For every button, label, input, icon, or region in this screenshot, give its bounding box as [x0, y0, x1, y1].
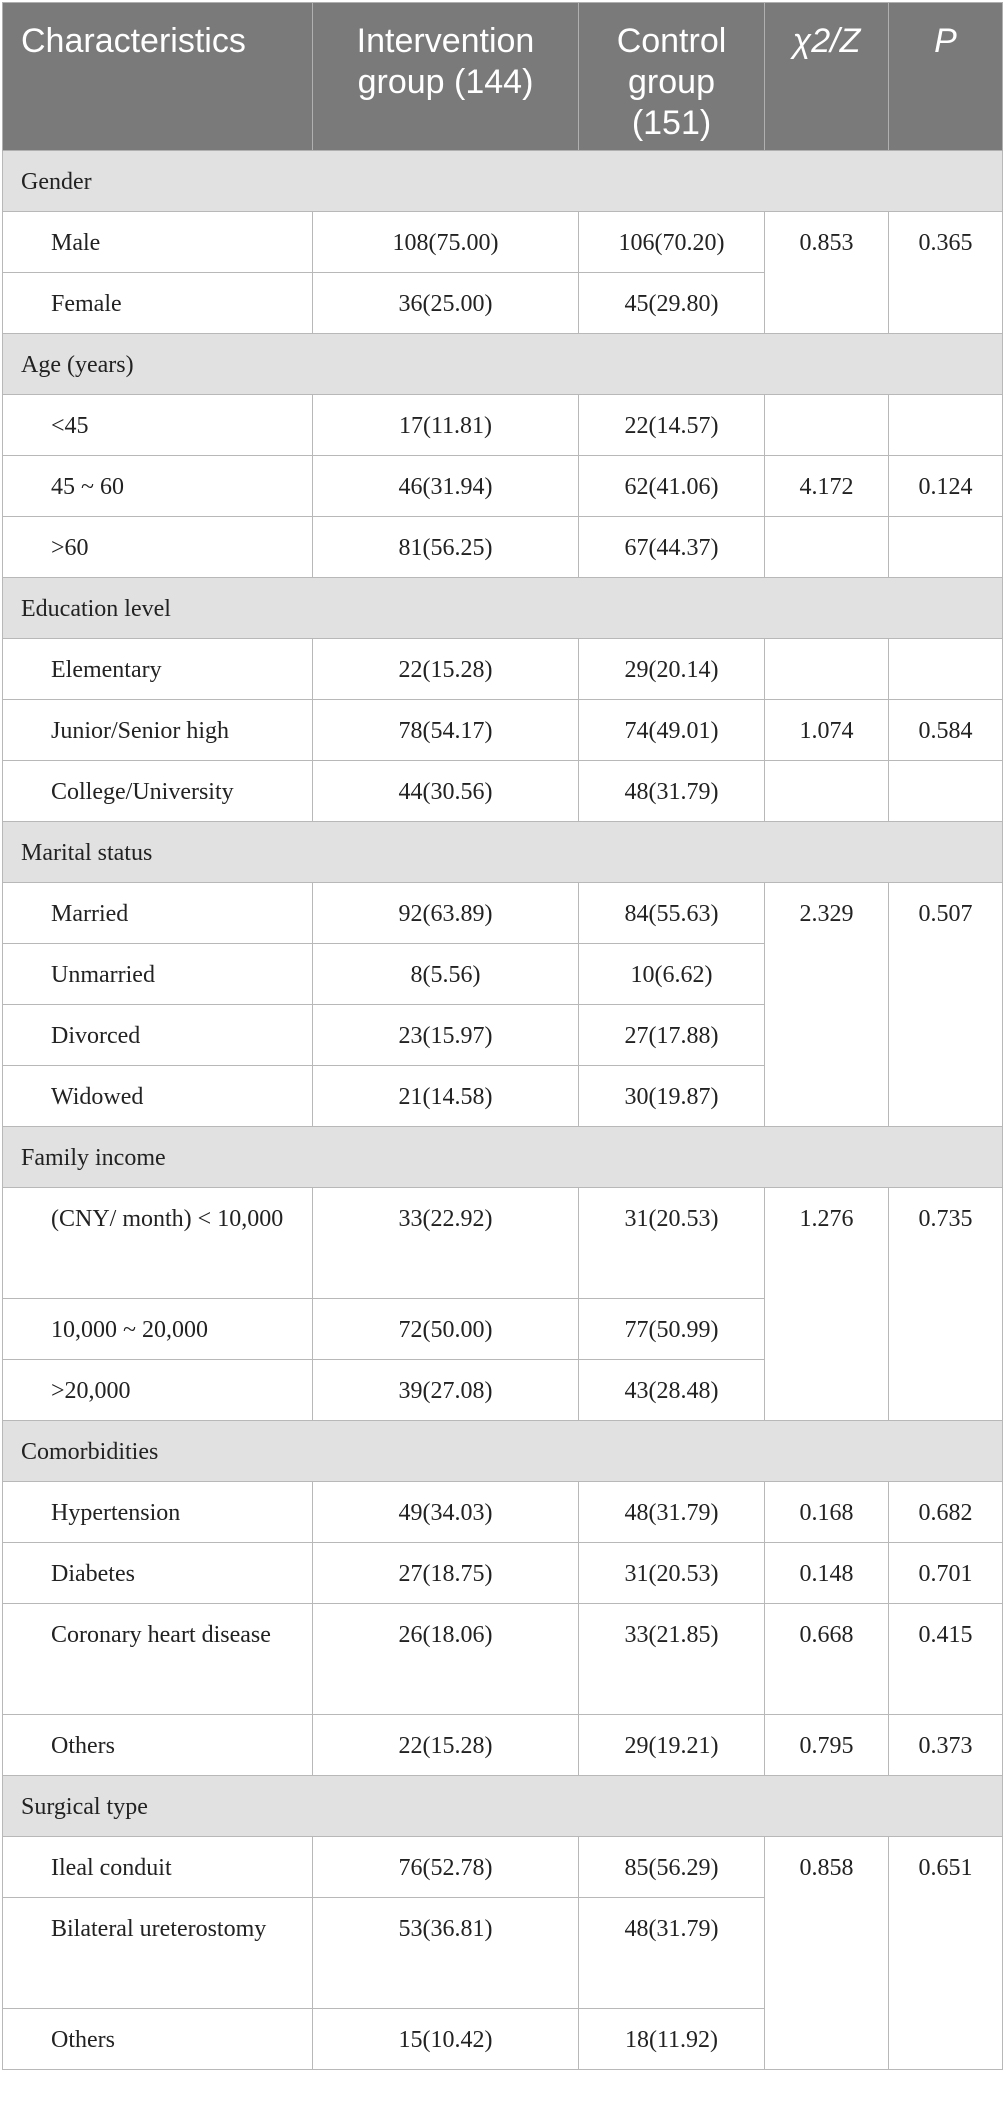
row-label: Elementary	[3, 639, 313, 700]
characteristics-table	[2, 2, 1003, 2070]
statistic-value: 0.168	[765, 1482, 889, 1543]
table-row	[3, 1482, 1003, 1543]
control-value: 106(70.20)	[579, 212, 765, 273]
section-title: Surgical type	[3, 1776, 1003, 1837]
intervention-value: 78(54.17)	[313, 700, 579, 761]
row-label: Female	[3, 273, 313, 334]
p-value: 0.373	[889, 1715, 1003, 1776]
table-row	[3, 1543, 1003, 1604]
p-value: 0.507	[889, 883, 1003, 1127]
row-label: >60	[3, 517, 313, 578]
intervention-value: 26(18.06)	[313, 1604, 579, 1715]
table-row	[3, 1715, 1003, 1776]
header-row	[3, 3, 1003, 151]
statistic-value: 0.858	[765, 1837, 889, 2070]
row-label: <45	[3, 395, 313, 456]
table-row	[3, 1188, 1003, 1299]
row-label: Others	[3, 1715, 313, 1776]
control-value: 22(14.57)	[579, 395, 765, 456]
row-label: Diabetes	[3, 1543, 313, 1604]
section-title: Education level	[3, 578, 1003, 639]
table-row	[3, 1837, 1003, 1898]
row-label: >20,000	[3, 1360, 313, 1421]
table-row	[3, 761, 1003, 822]
control-value: 85(56.29)	[579, 1837, 765, 1898]
p-value: 0.124	[889, 456, 1003, 517]
statistic-value: 0.853	[765, 212, 889, 334]
control-value: 67(44.37)	[579, 517, 765, 578]
row-label: Unmarried	[3, 944, 313, 1005]
row-label: 10,000 ~ 20,000	[3, 1299, 313, 1360]
p-value: 0.415	[889, 1604, 1003, 1715]
control-value: 48(31.79)	[579, 1898, 765, 2009]
intervention-value: 53(36.81)	[313, 1898, 579, 2009]
header-characteristics: Characteristics	[3, 3, 313, 151]
control-value: 27(17.88)	[579, 1005, 765, 1066]
header-control-group: Control group (151)	[579, 3, 765, 151]
intervention-value: 15(10.42)	[313, 2009, 579, 2070]
intervention-value: 44(30.56)	[313, 761, 579, 822]
p-empty	[889, 395, 1003, 456]
section-title: Comorbidities	[3, 1421, 1003, 1482]
intervention-value: 39(27.08)	[313, 1360, 579, 1421]
intervention-value: 108(75.00)	[313, 212, 579, 273]
intervention-value: 27(18.75)	[313, 1543, 579, 1604]
statistic-value: 0.148	[765, 1543, 889, 1604]
statistic-empty	[765, 639, 889, 700]
intervention-value: 81(56.25)	[313, 517, 579, 578]
p-empty	[889, 517, 1003, 578]
p-value: 0.365	[889, 212, 1003, 334]
header-statistic: χ2/Z	[765, 3, 889, 151]
control-value: 48(31.79)	[579, 761, 765, 822]
table-row	[3, 212, 1003, 273]
control-value: 29(19.21)	[579, 1715, 765, 1776]
statistic-value: 0.795	[765, 1715, 889, 1776]
table-row	[3, 395, 1003, 456]
intervention-value: 8(5.56)	[313, 944, 579, 1005]
section-title: Family income	[3, 1127, 1003, 1188]
table-row	[3, 517, 1003, 578]
intervention-value: 72(50.00)	[313, 1299, 579, 1360]
control-value: 18(11.92)	[579, 2009, 765, 2070]
intervention-value: 33(22.92)	[313, 1188, 579, 1299]
row-label: Ileal conduit	[3, 1837, 313, 1898]
control-value: 77(50.99)	[579, 1299, 765, 1360]
row-label: Hypertension	[3, 1482, 313, 1543]
control-value: 43(28.48)	[579, 1360, 765, 1421]
header-p-value: P	[889, 3, 1003, 151]
p-value: 0.735	[889, 1188, 1003, 1421]
p-value: 0.701	[889, 1543, 1003, 1604]
control-value: 30(19.87)	[579, 1066, 765, 1127]
statistic-empty	[765, 395, 889, 456]
section-row-surgical-type	[3, 1776, 1003, 1837]
row-label: College/University	[3, 761, 313, 822]
control-value: 74(49.01)	[579, 700, 765, 761]
section-title: Age (years)	[3, 334, 1003, 395]
intervention-value: 22(15.28)	[313, 1715, 579, 1776]
section-row-comorbidities	[3, 1421, 1003, 1482]
section-row-gender	[3, 151, 1003, 212]
row-label: 45 ~ 60	[3, 456, 313, 517]
control-value: 62(41.06)	[579, 456, 765, 517]
section-row-age	[3, 334, 1003, 395]
control-value: 31(20.53)	[579, 1188, 765, 1299]
header-intervention-group: Intervention group (144)	[313, 3, 579, 151]
statistic-empty	[765, 517, 889, 578]
statistic-value: 0.668	[765, 1604, 889, 1715]
statistic-value: 4.172	[765, 456, 889, 517]
control-value: 45(29.80)	[579, 273, 765, 334]
intervention-value: 49(34.03)	[313, 1482, 579, 1543]
control-value: 10(6.62)	[579, 944, 765, 1005]
table-row	[3, 1604, 1003, 1715]
p-value: 0.651	[889, 1837, 1003, 2070]
table-row	[3, 456, 1003, 517]
p-value: 0.584	[889, 700, 1003, 761]
intervention-value: 17(11.81)	[313, 395, 579, 456]
intervention-value: 46(31.94)	[313, 456, 579, 517]
intervention-value: 22(15.28)	[313, 639, 579, 700]
statistic-value: 2.329	[765, 883, 889, 1127]
row-label: Widowed	[3, 1066, 313, 1127]
section-row-education	[3, 578, 1003, 639]
intervention-value: 21(14.58)	[313, 1066, 579, 1127]
section-title: Marital status	[3, 822, 1003, 883]
control-value: 84(55.63)	[579, 883, 765, 944]
control-value: 31(20.53)	[579, 1543, 765, 1604]
row-label: Married	[3, 883, 313, 944]
row-label: (CNY/ month) < 10,000	[3, 1188, 313, 1299]
statistic-value: 1.276	[765, 1188, 889, 1421]
statistic-empty	[765, 761, 889, 822]
control-value: 29(20.14)	[579, 639, 765, 700]
table-row	[3, 883, 1003, 944]
table-row	[3, 639, 1003, 700]
row-label: Coronary heart disease	[3, 1604, 313, 1715]
section-title: Gender	[3, 151, 1003, 212]
intervention-value: 76(52.78)	[313, 1837, 579, 1898]
section-row-family-income	[3, 1127, 1003, 1188]
table-row	[3, 700, 1003, 761]
intervention-value: 36(25.00)	[313, 273, 579, 334]
row-label: Junior/Senior high	[3, 700, 313, 761]
control-value: 48(31.79)	[579, 1482, 765, 1543]
section-row-marital-status	[3, 822, 1003, 883]
p-value: 0.682	[889, 1482, 1003, 1543]
intervention-value: 92(63.89)	[313, 883, 579, 944]
p-empty	[889, 761, 1003, 822]
statistic-value: 1.074	[765, 700, 889, 761]
row-label: Divorced	[3, 1005, 313, 1066]
control-value: 33(21.85)	[579, 1604, 765, 1715]
p-empty	[889, 639, 1003, 700]
row-label: Others	[3, 2009, 313, 2070]
intervention-value: 23(15.97)	[313, 1005, 579, 1066]
row-label: Bilateral ureterostomy	[3, 1898, 313, 2009]
row-label: Male	[3, 212, 313, 273]
